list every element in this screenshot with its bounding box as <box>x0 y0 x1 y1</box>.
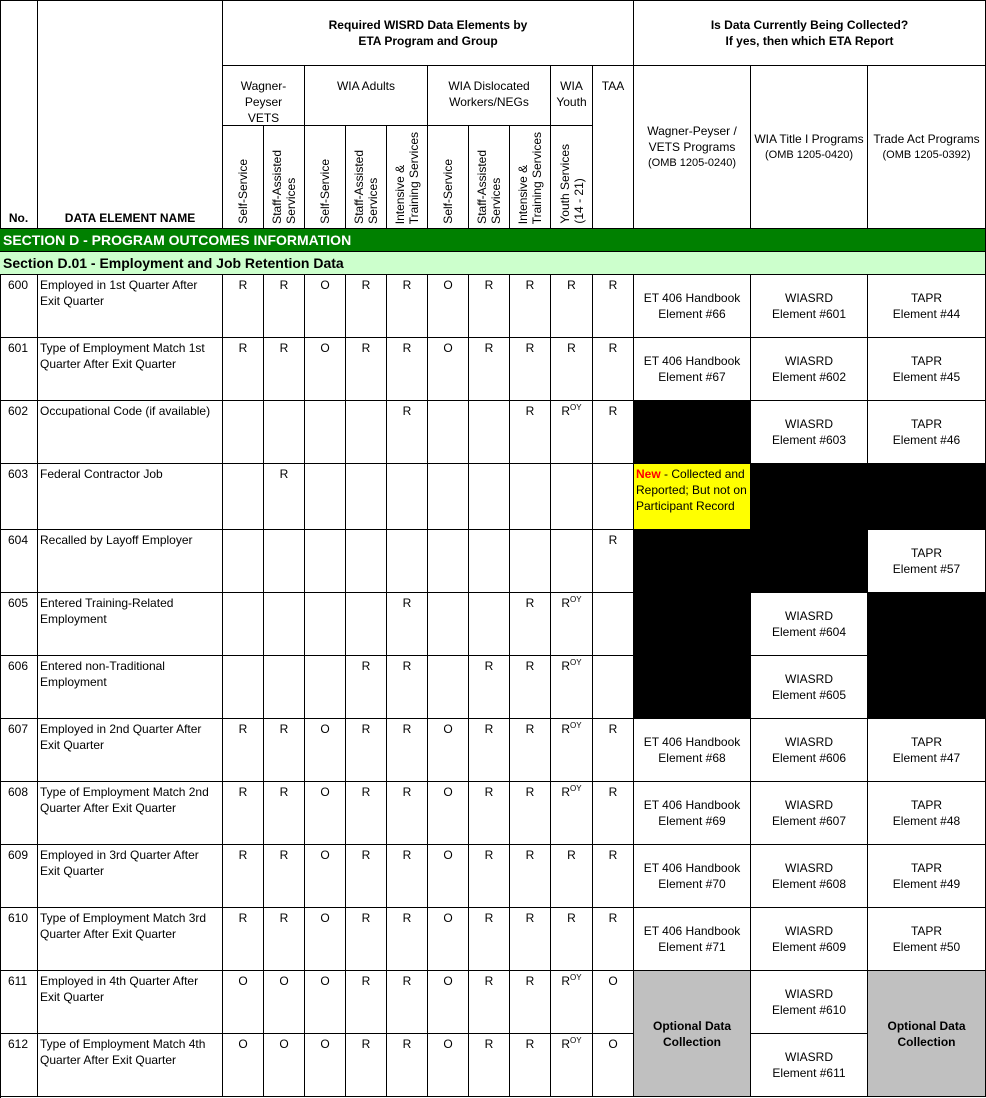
report-wp-cell <box>634 782 751 845</box>
group-wagner-peyser-vets-line1: Wagner- <box>240 79 287 93</box>
row-element-name: Recalled by Layoff Employer <box>38 530 223 593</box>
row-code-wp_staff: R <box>264 338 305 401</box>
row-code-dw_int: R <box>510 656 551 719</box>
group-wia-youth-line2: Youth <box>556 95 587 109</box>
row-code-ad_self <box>305 530 346 593</box>
report-ta-line2: Element #57 <box>892 562 961 576</box>
row-code-ad_staff <box>346 530 387 593</box>
report-header-ta <box>868 66 986 229</box>
subsection-title: Section D.01 - Employment and Job Retention Data <box>0 252 986 275</box>
row-code-taa <box>593 656 634 719</box>
row-code-dw_self <box>428 401 469 464</box>
report-wp-line1: ET 406 Handbook <box>643 291 741 305</box>
row-code-dw_int: R <box>510 593 551 656</box>
report-wp-line1: ET 406 Handbook <box>643 924 741 938</box>
report-ta-line1: TAPR <box>910 354 943 368</box>
row-code-taa: R <box>593 845 634 908</box>
report-wia-line2: Element #611 <box>772 1066 846 1080</box>
row-code-taa: R <box>593 275 634 338</box>
report-wia-line2: Element #608 <box>771 877 847 891</box>
col-header-youth: Youth Services (14 - 21) <box>551 126 593 229</box>
row-code-ad_self: O <box>305 719 346 782</box>
row-code-ad_int: R <box>387 593 428 656</box>
report-wia-line1: WIASRD <box>785 609 833 623</box>
row-code-wp_self <box>223 530 264 593</box>
report-wia-cell <box>751 908 868 971</box>
row-code-dw_self: O <box>428 908 469 971</box>
row-code-wp_staff: R <box>264 908 305 971</box>
report-wp-cell <box>634 275 751 338</box>
required-title-line1: Required WISRD Data Elements by <box>328 17 528 32</box>
row-code-wp_staff: O <box>264 1034 305 1097</box>
row-code-dw_self: O <box>428 971 469 1034</box>
row-code-youth: $R^{OY}$ <box>551 782 593 845</box>
blackout-wp-605-606 <box>634 593 751 719</box>
row-code-youth: R <box>551 845 593 908</box>
report-wia-line2: Element #602 <box>771 370 847 384</box>
row-code-dw_int: R <box>510 1034 551 1097</box>
report-ta-line1: TAPR <box>910 798 943 812</box>
new-note-text: - Collected and Reported; But not on Participant Record <box>636 467 747 513</box>
report-wp-line1: ET 406 Handbook <box>643 798 741 812</box>
row-code-wp_self: R <box>223 719 264 782</box>
row-code-dw_staff: R <box>469 1034 510 1097</box>
row-code-dw_int: R <box>510 338 551 401</box>
row-code-dw_int: R <box>510 908 551 971</box>
row-code-youth <box>551 464 593 530</box>
row-code-taa <box>593 464 634 530</box>
row-code-wp_staff: R <box>264 275 305 338</box>
row-code-youth: $R^{OY}$ <box>551 593 593 656</box>
row-code-wp_self: R <box>223 908 264 971</box>
row-code-dw_self: O <box>428 338 469 401</box>
row-code-taa: R <box>593 782 634 845</box>
section-title: SECTION D - PROGRAM OUTCOMES INFORMATION <box>0 229 986 252</box>
row-code-dw_self <box>428 530 469 593</box>
row-code-dw_int: R <box>510 971 551 1034</box>
report-wia-line1: WIASRD <box>785 417 833 431</box>
row-code-dw_self: O <box>428 1034 469 1097</box>
row-code-youth: $R^{OY}$ <box>551 1034 593 1097</box>
row-code-youth: $R^{OY}$ <box>551 401 593 464</box>
row-number: 605 <box>0 593 38 656</box>
report-ta-line1: TAPR <box>910 735 943 749</box>
row-code-wp_staff: R <box>264 464 305 530</box>
row-element-name: Entered Training-Related Employment <box>38 593 223 656</box>
row-code-ad_self: O <box>305 845 346 908</box>
row-code-ad_int: R <box>387 1034 428 1097</box>
row-code-taa <box>593 593 634 656</box>
report-ta-line2: Element #49 <box>892 877 961 891</box>
row-number: 609 <box>0 845 38 908</box>
report-wp-line1: ET 406 Handbook <box>643 354 741 368</box>
report-ta-line1: TAPR <box>910 924 943 938</box>
col-header-dw_staff: Staff-Assisted Services <box>469 126 510 229</box>
report-wia-line2: Element #604 <box>771 625 847 639</box>
report-wia-line1: WIASRD <box>785 735 833 749</box>
row-element-name: Type of Employment Match 2nd Quarter After Exit Quarter <box>38 782 223 845</box>
report-wia-cell <box>751 275 868 338</box>
row-code-wp_staff <box>264 530 305 593</box>
report-header-wp-omb: (OMB 1205-0240) <box>647 157 737 169</box>
report-wia-line2: Element #607 <box>771 814 847 828</box>
row-code-ad_staff: R <box>346 971 387 1034</box>
row-code-ad_self: O <box>305 908 346 971</box>
report-wia-cell <box>751 719 868 782</box>
row-code-wp_self <box>223 593 264 656</box>
report-ta-line2: Element #50 <box>892 940 961 954</box>
report-wia-line1: WIASRD <box>785 924 833 938</box>
row-code-dw_self: O <box>428 719 469 782</box>
row-code-dw_self <box>428 464 469 530</box>
report-wp-line2: Element #71 <box>658 940 726 954</box>
collection-title-line2: If yes, then which ETA Report <box>725 33 894 48</box>
no-header <box>0 0 38 229</box>
name-header-label: DATA ELEMENT NAME <box>64 211 196 225</box>
report-wp-line2: Element #66 <box>658 307 726 321</box>
row-code-dw_staff: R <box>469 782 510 845</box>
row-number: 610 <box>0 908 38 971</box>
row-code-wp_self: O <box>223 971 264 1034</box>
report-ta-line2: Element #47 <box>892 751 961 765</box>
row-code-youth: $R^{OY}$ <box>551 656 593 719</box>
row-code-youth: $R^{OY}$ <box>551 971 593 1034</box>
row-number: 606 <box>0 656 38 719</box>
report-ta-cell <box>868 338 986 401</box>
report-wia-line2: Element #606 <box>771 751 847 765</box>
report-ta-line1: TAPR <box>910 417 943 431</box>
report-wp-line1: ET 406 Handbook <box>643 735 741 749</box>
report-ta-cell <box>868 908 986 971</box>
row-code-ad_self: O <box>305 275 346 338</box>
report-wia-line1: WIASRD <box>785 861 833 875</box>
new-note-cell <box>634 464 751 530</box>
row-code-wp_staff <box>264 656 305 719</box>
row-code-dw_self <box>428 593 469 656</box>
report-wia-line1: WIASRD <box>785 987 833 1001</box>
row-code-ad_int: R <box>387 719 428 782</box>
row-code-ad_int: R <box>387 845 428 908</box>
row-number: 611 <box>0 971 38 1034</box>
row-code-dw_int: R <box>510 401 551 464</box>
row-element-name: Entered non-Traditional Employment <box>38 656 223 719</box>
row-code-youth: $R^{OY}$ <box>551 719 593 782</box>
row-code-ad_self <box>305 593 346 656</box>
report-header-wia-line1: WIA Title I Programs <box>754 132 864 146</box>
report-wia-cell <box>751 338 868 401</box>
row-code-ad_int: R <box>387 401 428 464</box>
report-ta-cell <box>868 782 986 845</box>
report-wp-cell <box>634 719 751 782</box>
blackout-ta-605-606 <box>868 593 986 719</box>
row-code-ad_self: O <box>305 971 346 1034</box>
row-code-dw_self: O <box>428 782 469 845</box>
row-code-wp_self: R <box>223 275 264 338</box>
group-wia-adults <box>305 66 428 126</box>
row-code-ad_self <box>305 656 346 719</box>
report-wia-line2: Element #610 <box>771 1003 847 1017</box>
row-code-wp_staff: R <box>264 719 305 782</box>
report-ta-line1: TAPR <box>910 861 943 875</box>
report-wp-line2: Element #67 <box>658 370 726 384</box>
report-wia-line2: Element #603 <box>771 433 847 447</box>
report-ta-line2: Element #45 <box>892 370 961 384</box>
row-code-dw_staff: R <box>469 338 510 401</box>
report-wp-line2: Element #68 <box>658 751 726 765</box>
report-ta-cell <box>868 719 986 782</box>
report-ta-cell <box>868 530 986 593</box>
row-code-dw_staff: R <box>469 656 510 719</box>
row-element-name: Employed in 1st Quarter After Exit Quarter <box>38 275 223 338</box>
report-wp-cell <box>634 845 751 908</box>
row-number: 608 <box>0 782 38 845</box>
row-code-ad_int: R <box>387 782 428 845</box>
row-number: 601 <box>0 338 38 401</box>
row-code-dw_int <box>510 530 551 593</box>
col-header-dw_self: Self-Service <box>428 126 469 229</box>
row-element-name: Federal Contractor Job <box>38 464 223 530</box>
row-code-wp_self: O <box>223 1034 264 1097</box>
blackout-wp-wia-604 <box>634 530 868 593</box>
row-code-taa: R <box>593 908 634 971</box>
row-code-wp_staff: R <box>264 782 305 845</box>
report-wia-cell <box>751 593 868 656</box>
data-element-name-header <box>38 0 223 229</box>
row-code-dw_staff: R <box>469 719 510 782</box>
row-element-name: Type of Employment Match 3rd Quarter After Exit Quarter <box>38 908 223 971</box>
group-taa-line1: TAA <box>601 79 625 93</box>
report-wp-cell <box>634 908 751 971</box>
row-code-ad_self: O <box>305 782 346 845</box>
group-wia-youth <box>551 66 593 126</box>
row-code-wp_self: R <box>223 845 264 908</box>
row-code-dw_staff <box>469 401 510 464</box>
row-code-ad_staff <box>346 593 387 656</box>
col-header-wp_self: Self-Service <box>223 126 264 229</box>
row-code-ad_staff: R <box>346 719 387 782</box>
report-ta-line1: TAPR <box>910 291 943 305</box>
row-code-wp_staff: O <box>264 971 305 1034</box>
col-header-ad_staff: Staff-Assisted Services <box>346 126 387 229</box>
col-header-ad_self: Self-Service <box>305 126 346 229</box>
row-code-taa: R <box>593 338 634 401</box>
report-wia-cell <box>751 971 868 1034</box>
row-code-ad_int: R <box>387 656 428 719</box>
report-header-wia-omb: (OMB 1205-0420) <box>764 149 854 161</box>
col-header-ad_int: Intensive & Training Services <box>387 126 428 229</box>
row-number: 604 <box>0 530 38 593</box>
row-code-taa: R <box>593 530 634 593</box>
row-code-youth: R <box>551 275 593 338</box>
row-element-name: Employed in 3rd Quarter After Exit Quarter <box>38 845 223 908</box>
row-code-youth: R <box>551 338 593 401</box>
row-code-taa: O <box>593 1034 634 1097</box>
row-code-wp_staff <box>264 593 305 656</box>
row-element-name: Type of Employment Match 1st Quarter After Exit Quarter <box>38 338 223 401</box>
row-code-dw_int: R <box>510 782 551 845</box>
row-number: 612 <box>0 1034 38 1097</box>
row-code-ad_int: R <box>387 908 428 971</box>
required-elements-title <box>223 0 634 66</box>
row-code-dw_self: O <box>428 845 469 908</box>
report-header-wia <box>751 66 868 229</box>
row-code-ad_staff: R <box>346 275 387 338</box>
group-wia-dislocated-line2: Workers/NEGs <box>449 95 529 109</box>
report-wp-line2: Element #70 <box>658 877 726 891</box>
group-wagner-peyser-vets-line2: Peyser <box>244 95 283 109</box>
row-code-wp_staff <box>264 401 305 464</box>
row-number: 600 <box>0 275 38 338</box>
row-code-ad_staff: R <box>346 845 387 908</box>
report-ta-line2: Element #48 <box>892 814 961 828</box>
row-code-dw_self <box>428 656 469 719</box>
row-code-ad_self <box>305 401 346 464</box>
report-ta-line2: Element #44 <box>892 307 961 321</box>
row-code-ad_self: O <box>305 1034 346 1097</box>
report-wia-cell <box>751 656 868 719</box>
row-code-ad_staff: R <box>346 908 387 971</box>
row-code-ad_staff: R <box>346 338 387 401</box>
report-header-wp-line2: VETS Programs <box>648 140 736 154</box>
optional-ta-cell: Optional Data Collection <box>868 971 986 1097</box>
report-wia-cell <box>751 845 868 908</box>
report-ta-cell <box>868 845 986 908</box>
blackout-wia-ta-603 <box>751 464 986 530</box>
row-element-name: Occupational Code (if available) <box>38 401 223 464</box>
row-code-dw_staff <box>469 593 510 656</box>
row-code-ad_staff: R <box>346 782 387 845</box>
row-code-dw_staff: R <box>469 275 510 338</box>
report-wia-cell <box>751 782 868 845</box>
report-header-wp <box>634 66 751 229</box>
row-code-ad_staff <box>346 464 387 530</box>
report-wia-line1: WIASRD <box>785 672 833 686</box>
optional-wp-cell: Optional Data Collection <box>634 971 751 1097</box>
row-code-ad_staff: R <box>346 656 387 719</box>
report-wp-cell <box>634 338 751 401</box>
report-wia-line1: WIASRD <box>785 354 833 368</box>
row-code-dw_staff: R <box>469 908 510 971</box>
group-wia-dislocated-line1: WIA Dislocated <box>448 79 530 93</box>
report-wia-cell <box>751 1034 868 1097</box>
report-wia-cell <box>751 401 868 464</box>
group-wagner-peyser-vets-line3: VETS <box>247 111 280 125</box>
row-code-wp_staff: R <box>264 845 305 908</box>
collection-title-line1: Is Data Currently Being Collected? <box>710 17 909 32</box>
group-taa <box>593 66 634 229</box>
report-ta-line1: TAPR <box>910 546 943 560</box>
row-code-ad_int <box>387 530 428 593</box>
report-ta-cell <box>868 401 986 464</box>
row-code-ad_int: R <box>387 275 428 338</box>
blackout-wp-602 <box>634 401 751 464</box>
collection-title <box>634 0 986 66</box>
row-code-ad_int: R <box>387 338 428 401</box>
row-code-ad_staff: R <box>346 1034 387 1097</box>
report-ta-line2: Element #46 <box>892 433 961 447</box>
required-title-line2: ETA Program and Group <box>358 33 498 48</box>
row-code-ad_int: R <box>387 971 428 1034</box>
row-code-taa: R <box>593 719 634 782</box>
row-element-name: Type of Employment Match 4th Quarter After Exit Quarter <box>38 1034 223 1097</box>
report-wia-line2: Element #605 <box>771 688 847 702</box>
col-header-dw_int: Intensive & Training Services <box>510 126 551 229</box>
row-code-dw_staff <box>469 464 510 530</box>
row-code-dw_staff: R <box>469 971 510 1034</box>
report-header-ta-line1: Trade Act Programs <box>873 132 980 146</box>
row-number: 603 <box>0 464 38 530</box>
report-wia-line2: Element #609 <box>771 940 847 954</box>
report-wia-line1: WIASRD <box>785 798 833 812</box>
col-header-wp_staff: Staff-Assisted Services <box>264 126 305 229</box>
report-wia-line2: Element #601 <box>771 307 847 321</box>
group-wagner-peyser-vets <box>223 66 305 126</box>
report-ta-cell <box>868 275 986 338</box>
report-header-wp-line1: Wagner-Peyser / <box>647 124 737 138</box>
row-element-name: Employed in 2nd Quarter After Exit Quarter <box>38 719 223 782</box>
report-header-ta-omb: (OMB 1205-0392) <box>882 149 971 161</box>
row-code-ad_staff <box>346 401 387 464</box>
row-code-youth <box>551 530 593 593</box>
row-number: 607 <box>0 719 38 782</box>
row-code-dw_int <box>510 464 551 530</box>
report-wp-line1: ET 406 Handbook <box>643 861 741 875</box>
row-code-dw_int: R <box>510 719 551 782</box>
report-wia-line1: WIASRD <box>785 291 833 305</box>
row-code-wp_self: R <box>223 782 264 845</box>
row-code-taa: O <box>593 971 634 1034</box>
row-number: 602 <box>0 401 38 464</box>
row-code-wp_self <box>223 401 264 464</box>
report-wp-line2: Element #69 <box>658 814 726 828</box>
row-code-ad_int <box>387 464 428 530</box>
group-wia-youth-line1: WIA <box>560 79 583 93</box>
group-wia-adults-line1: WIA Adults <box>336 79 396 93</box>
row-code-ad_self <box>305 464 346 530</box>
row-element-name: Employed in 4th Quarter After Exit Quarter <box>38 971 223 1034</box>
row-code-dw_int: R <box>510 275 551 338</box>
row-code-ad_self: O <box>305 338 346 401</box>
row-code-dw_staff <box>469 530 510 593</box>
new-label: New <box>636 467 661 481</box>
row-code-wp_self <box>223 464 264 530</box>
row-code-dw_int: R <box>510 845 551 908</box>
row-code-dw_self: O <box>428 275 469 338</box>
no-header-label: No. <box>8 211 29 225</box>
row-code-youth: R <box>551 908 593 971</box>
report-wia-line1: WIASRD <box>785 1050 833 1064</box>
row-code-wp_self <box>223 656 264 719</box>
row-code-taa: R <box>593 401 634 464</box>
row-code-wp_self: R <box>223 338 264 401</box>
group-wia-dislocated <box>428 66 551 126</box>
row-code-dw_staff: R <box>469 845 510 908</box>
